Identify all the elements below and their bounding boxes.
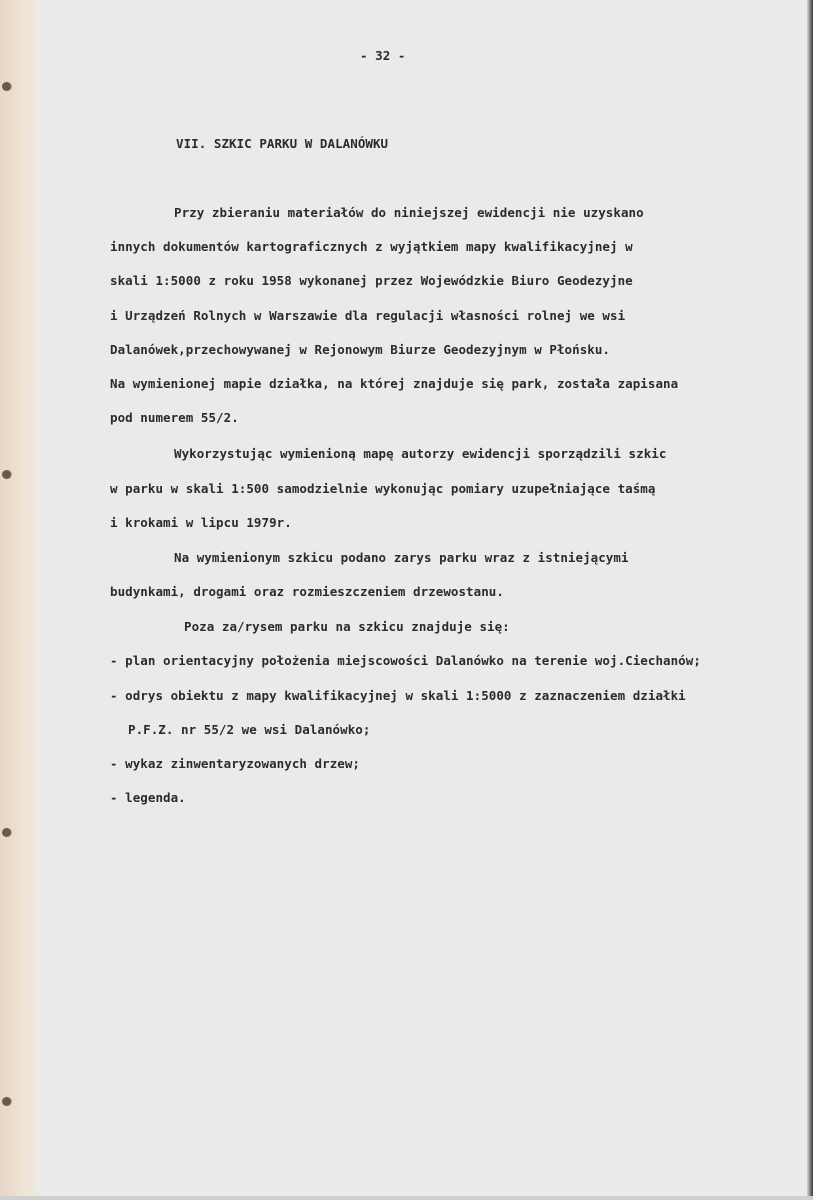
body-line: Na wymienionej mapie działka, na której znajduje się park, została zapisana — [110, 376, 679, 391]
punch-hole — [2, 1097, 11, 1106]
page-edge — [807, 0, 813, 1200]
list-item-continuation: P.F.Z. nr 55/2 we wsi Dalanówko; — [128, 722, 371, 737]
punch-hole — [2, 82, 11, 91]
body-line: i krokami w lipcu 1979r. — [110, 515, 292, 530]
body-line: i Urządzeń Rolnych w Warszawie dla regulacji własności rolnej we wsi — [110, 308, 626, 323]
page-edge — [0, 1196, 813, 1200]
body-line: skali 1:5000 z roku 1958 wykonanej przez Wojewódzkie Biuro Geodezyjne — [110, 273, 633, 288]
body-line: Wykorzystując wymienioną mapę autorzy ewidencji sporządzili szkic — [174, 446, 667, 461]
body-line: budynkami, drogami oraz rozmieszczeniem drzewostanu. — [110, 584, 504, 599]
punch-hole — [2, 828, 11, 837]
list-item: - plan orientacyjny położenia miejscowości Dalanówko na terenie woj.Ciechanów; — [110, 653, 701, 668]
body-line: w parku w skali 1:500 samodzielnie wykonując pomiary uzupełniające taśmą — [110, 481, 656, 496]
body-line: Poza za/rysem parku na szkicu znajduje się: — [184, 619, 510, 634]
list-item: - wykaz zinwentaryzowanych drzew; — [110, 756, 360, 771]
body-line: innych dokumentów kartograficznych z wyjątkiem mapy kwalifikacyjnej w — [110, 239, 633, 254]
body-line: Dalanówek,przechowywanej w Rejonowym Biurze Geodezyjnym w Płońsku. — [110, 342, 610, 357]
section-heading: VII. SZKIC PARKU W DALANÓWKU — [176, 136, 389, 151]
body-line: Na wymienionym szkicu podano zarys parku wraz z istniejącymi — [174, 550, 629, 565]
list-item: - odrys obiektu z mapy kwalifikacyjnej w skali 1:5000 z zaznaczeniem działki — [110, 688, 686, 703]
binding-strip — [0, 0, 42, 1200]
list-item: - legenda. — [110, 790, 186, 805]
punch-hole — [2, 470, 11, 479]
body-line: pod numerem 55/2. — [110, 410, 239, 425]
body-line: Przy zbieraniu materiałów do niniejszej ewidencji nie uzyskano — [174, 205, 644, 220]
page-number: - 32 - — [360, 48, 406, 63]
